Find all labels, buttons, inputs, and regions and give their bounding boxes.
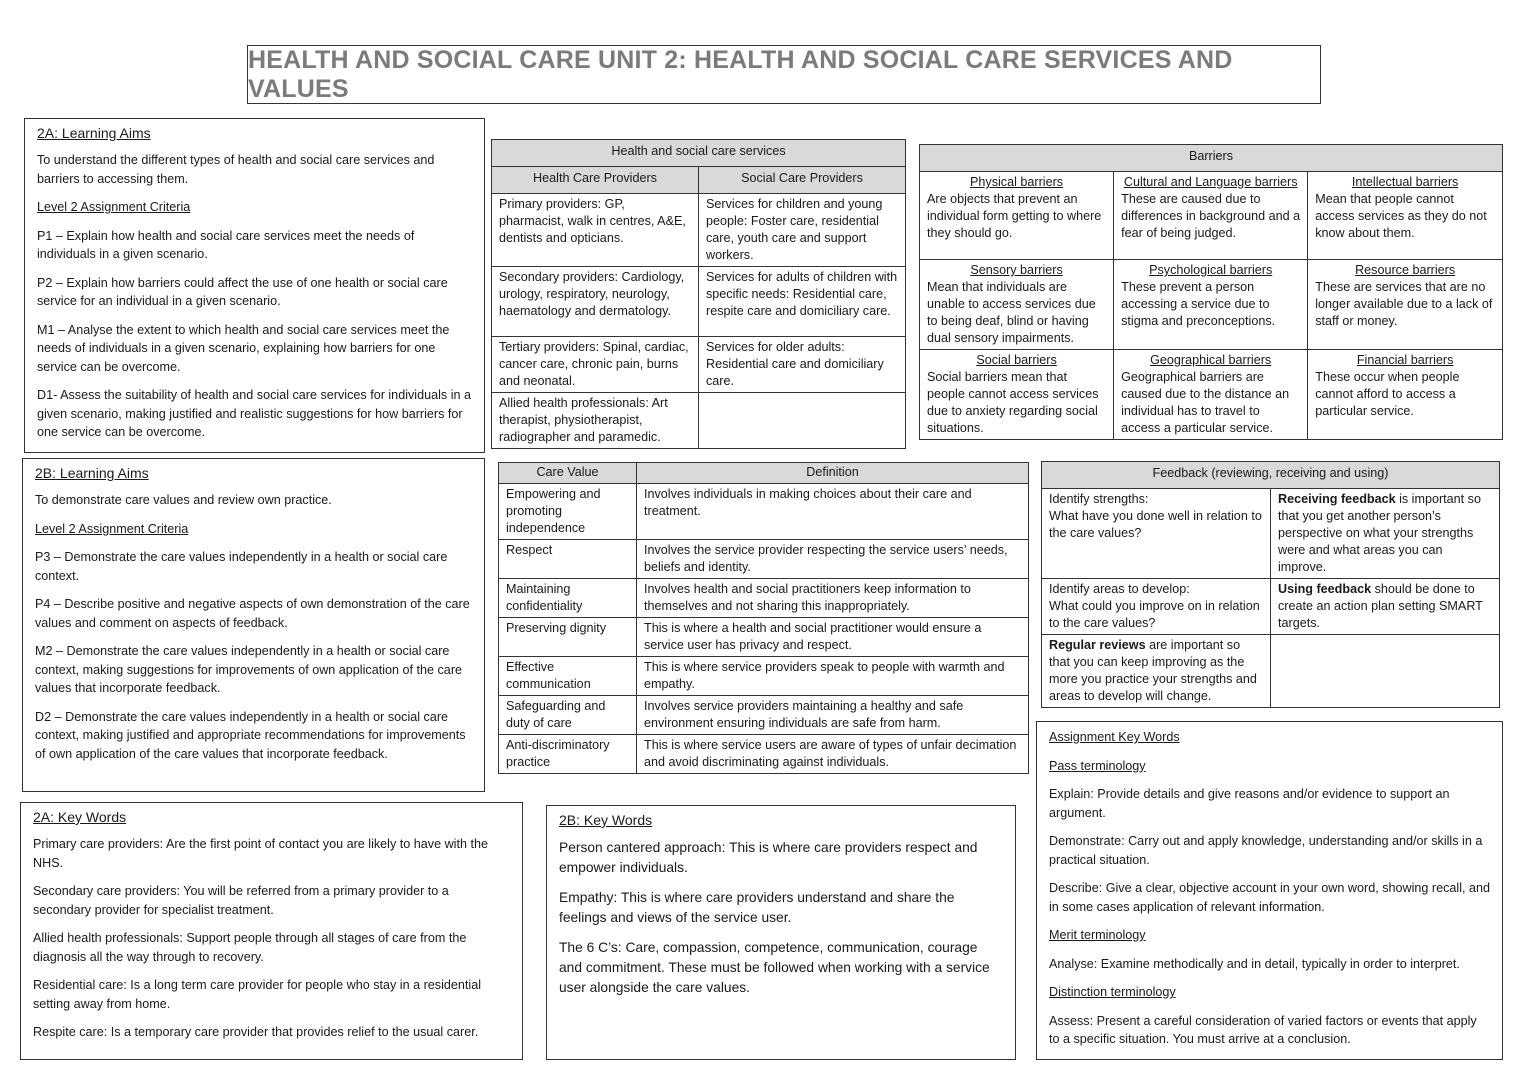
health-provider-cell: Allied health professionals: Art therapist, physiotherapist, radiographer and paramedic. [492, 393, 699, 449]
barrier-cell [1114, 260, 1308, 350]
barrier-title: Geographical barriers [1150, 353, 1272, 367]
care-value-cell: Preserving dignity [499, 618, 637, 657]
learning-aims-2b-heading: 2B: Learning Aims [35, 465, 149, 481]
services-subheader-row [492, 167, 906, 194]
table-row [1042, 489, 1500, 579]
barrier-text: Mean that individuals are unable to access services due to being deaf, blind or having dual sensory impairments. [927, 280, 1096, 345]
feedback-heading: Feedback (reviewing, receiving and using) [1042, 462, 1500, 489]
care-value-cell: Anti-discriminatory practice [499, 735, 637, 774]
barrier-title: Psychological barriers [1149, 263, 1273, 277]
barrier-cell [920, 172, 1114, 260]
learning-aims-2b-panel [22, 458, 485, 792]
barrier-title: Social barriers [976, 353, 1057, 367]
table-row [499, 484, 1029, 540]
receiving-feedback-text: is important so that you get another person’s perspective on what your strengths were and what areas you can improve. [1278, 492, 1481, 574]
table-row [499, 657, 1029, 696]
barrier-text: Are objects that prevent an individual form getting to where they should go. [927, 192, 1102, 240]
key-words-2b-heading: 2B: Key Words [559, 812, 653, 828]
learning-aims-2a-intro: To understand the different types of health and social care services and barriers to accessing them. [37, 153, 435, 186]
social-provider-cell: Services for children and young people: Foster care, residential care, youth care and support workers. [699, 194, 906, 267]
feedback-cell [1042, 489, 1271, 579]
definition-cell: This is where service users are aware of types of unfair decimation and avoid discriminating against individuals. [637, 735, 1029, 774]
criterion-d1: D1- Assess the suitability of health and social care services for individuals in a given scenario, making justified and realistic suggestions for how barriers for one service can be overcome. [37, 388, 471, 439]
merit-term-item: Analyse: Examine methodically and in detail, typically in order to interpret. [1049, 956, 1460, 971]
regular-reviews-term: Regular reviews [1049, 638, 1146, 652]
table-row [499, 696, 1029, 735]
table-row [492, 267, 906, 337]
criterion-p3: P3 – Demonstrate the care values independently in a health or social care context. [35, 550, 448, 583]
identify-areas-question: What could you improve on in relation to the care values? [1049, 599, 1260, 630]
barriers-table-wrap [919, 144, 1503, 440]
barrier-text: Social barriers mean that people cannot access services due to anxiety regarding social situations. [927, 370, 1099, 435]
care-value-header: Care Value [499, 463, 637, 484]
definition-cell: Involves service providers maintaining a healthy and safe environment ensuring individuals are safe from harm. [637, 696, 1029, 735]
care-value-cell: Safeguarding and duty of care [499, 696, 637, 735]
page-title: HEALTH AND SOCIAL CARE UNIT 2: HEALTH AND SOCIAL CARE SERVICES AND VALUES [248, 45, 1233, 103]
assignment-key-words-panel [1036, 721, 1503, 1060]
barrier-cell [1308, 172, 1503, 260]
care-value-cell: Respect [499, 540, 637, 579]
care-value-cell: Effective communication [499, 657, 637, 696]
feedback-cell [1271, 579, 1500, 635]
table-row [492, 393, 906, 449]
table-row [499, 579, 1029, 618]
pass-term-item: Explain: Provide details and give reasons and/or evidence to support an argument. [1049, 787, 1450, 820]
using-feedback-text: should be done to create an action plan setting SMART targets. [1278, 582, 1483, 630]
health-provider-cell: Secondary providers: Cardiology, urology, respiratory, neurology, haematology and dermatology. [492, 267, 699, 337]
identify-strengths-question: What have you done well in relation to the care values? [1049, 509, 1262, 540]
care-values-table [498, 462, 1029, 774]
barriers-table [919, 144, 1503, 440]
distinction-terminology-heading: Distinction terminology [1049, 985, 1176, 999]
learning-aims-2a-heading: 2A: Learning Aims [37, 125, 151, 141]
table-row [492, 194, 906, 267]
care-value-cell: Maintaining confidentiality [499, 579, 637, 618]
definition-cell: Involves the service provider respecting the service users’ needs, beliefs and identity. [637, 540, 1029, 579]
distinction-term-item: Assess: Present a careful consideration of varied factors or events that apply to a specific situation. You must arrive at a conclusion. [1049, 1013, 1477, 1046]
feedback-cell [1042, 635, 1271, 708]
definition-cell: This is where a health and social practitioner would ensure a service user has privacy and respect. [637, 618, 1029, 657]
services-heading: Health and social care services [492, 140, 906, 167]
table-row [499, 618, 1029, 657]
criterion-d2: D2 – Demonstrate the care values independently in a health or social care context, making justified and appropriate recommendations for improvements of own application of the care values that incorporate feedback. [35, 709, 466, 761]
criterion-p2: P2 – Explain how barriers could affect the use of one health or social care service for an individual in a given scenario. [37, 275, 448, 308]
services-table-wrap [491, 139, 906, 449]
definition-cell: Involves individuals in making choices about their care and treatment. [637, 484, 1029, 540]
barrier-cell [920, 350, 1114, 440]
pass-term-item: Describe: Give a clear, objective account in your own word, showing recall, and in some cases application of relevant information. [1049, 881, 1491, 914]
key-word-item: Secondary care providers: You will be referred from a primary provider to a secondary provider for specialist treatment. [33, 884, 449, 917]
barrier-cell [1114, 350, 1308, 440]
services-table [491, 139, 906, 449]
key-words-2a-panel [20, 802, 523, 1060]
criterion-m1: M1 – Analyse the extent to which health and social care services meet the needs of individuals in a given scenario, explaining how barriers for one service can be overcome. [37, 322, 450, 374]
barriers-heading: Barriers [920, 145, 1503, 172]
table-row [1042, 635, 1500, 708]
identify-strengths-label: Identify strengths: [1049, 492, 1149, 506]
title-box [247, 45, 1321, 104]
care-value-cell: Empowering and promoting independence [499, 484, 637, 540]
barrier-text: Geographical barriers are caused due to the distance an individual has to travel to access a particular service. [1121, 370, 1290, 435]
definition-cell: Involves health and social practitioners keep information to themselves and not sharing this inappropriately. [637, 579, 1029, 618]
table-row [492, 337, 906, 393]
care-values-table-wrap [498, 462, 1029, 774]
criterion-p4: P4 – Describe positive and negative aspects of own demonstration of the care values and comment on aspects of feedback. [35, 597, 470, 630]
social-provider-cell: Services for adults of children with specific needs: Residential care, respite care and domiciliary care. [699, 267, 906, 337]
regular-reviews-text: are important so that you can keep improving as the more you practice your strengths and areas to develop will change. [1049, 638, 1257, 703]
barrier-cell [1308, 350, 1503, 440]
services-header-row [492, 140, 906, 167]
using-feedback-term: Using feedback [1278, 582, 1372, 596]
barrier-text: These are services that are no longer available due to a lack of staff or money. [1315, 280, 1493, 328]
table-row [1042, 579, 1500, 635]
receiving-feedback-term: Receiving feedback [1278, 492, 1396, 506]
pass-terminology-heading: Pass terminology [1049, 758, 1146, 773]
health-provider-cell: Primary providers: GP, pharmacist, walk in centres, A&E, dentists and opticians. [492, 194, 699, 267]
key-word-item: Allied health professionals: Support people through all stages of care from the diagnosis all the way through to recovery. [33, 931, 467, 964]
barrier-title: Financial barriers [1356, 353, 1454, 367]
barrier-title: Resource barriers [1355, 263, 1456, 277]
table-row [499, 735, 1029, 774]
identify-areas-label: Identify areas to develop: [1049, 582, 1190, 596]
social-care-providers-header: Social Care Providers [699, 167, 906, 194]
health-provider-cell: Tertiary providers: Spinal, cardiac, cancer care, chronic pain, burns and neonatal. [492, 337, 699, 393]
feedback-table [1041, 461, 1500, 708]
key-word-item: The 6 C’s: Care, compassion, competence, communication, courage and commitment. These must be followed when working with a service user alongside the care values. [559, 940, 990, 995]
criterion-m2: M2 – Demonstrate the care values independently in a health or social care context, making suggestions for improvements of own application of the care values that incorporate feedback. [35, 644, 463, 695]
key-word-item: Residential care: Is a long term care provider for people who stay in a residential setting away from home. [33, 978, 482, 1011]
barrier-cell [1308, 260, 1503, 350]
table-row [920, 260, 1503, 350]
barrier-text: Mean that people cannot access services as they do not know about them. [1315, 192, 1487, 240]
barrier-text: These are caused due to differences in background and a fear of being judged. [1121, 192, 1301, 240]
barrier-text: These occur when people cannot afford to access a particular service. [1315, 370, 1460, 418]
feedback-cell [1271, 489, 1500, 579]
table-row [920, 350, 1503, 440]
feedback-empty-cell [1271, 635, 1500, 708]
barrier-title: Intellectual barriers [1351, 175, 1459, 189]
merit-terminology-heading: Merit terminology [1049, 928, 1146, 942]
table-row [499, 540, 1029, 579]
key-words-2a-heading: 2A: Key Words [33, 809, 127, 825]
barrier-text: These prevent a person accessing a service due to stigma and preconceptions. [1121, 280, 1276, 328]
learning-aims-2b-intro: To demonstrate care values and review own practice. [35, 493, 332, 507]
care-values-header-row [499, 463, 1029, 484]
barrier-title: Physical barriers [970, 175, 1064, 189]
feedback-cell [1042, 579, 1271, 635]
barriers-header-row [920, 145, 1503, 172]
feedback-header-row [1042, 462, 1500, 489]
table-row [920, 172, 1503, 260]
pass-term-item: Demonstrate: Carry out and apply knowledge, understanding and/or skills in a practical situation. [1049, 834, 1483, 867]
social-provider-cell [699, 393, 906, 449]
definition-cell: This is where service providers speak to people with warmth and empathy. [637, 657, 1029, 696]
criteria-2a-heading: Level 2 Assignment Criteria [37, 200, 191, 214]
key-word-item: Empathy: This is where care providers understand and share the feelings and views of the service user. [559, 890, 955, 925]
criteria-2b-heading: Level 2 Assignment Criteria [35, 521, 189, 536]
assignment-key-words-heading: Assignment Key Words [1049, 730, 1180, 744]
definition-header: Definition [637, 463, 1029, 484]
key-word-item: Person cantered approach: This is where care providers respect and empower individuals. [559, 840, 978, 875]
key-word-item: Primary care providers: Are the first point of contact you are likely to have with the NHS. [33, 837, 488, 870]
key-word-item: Respite care: Is a temporary care provider that provides relief to the usual carer. [33, 1025, 479, 1039]
learning-aims-2a-panel [24, 118, 485, 453]
barrier-cell [1114, 172, 1308, 260]
key-words-2b-panel [546, 805, 1016, 1060]
barrier-cell [920, 260, 1114, 350]
criterion-p1: P1 – Explain how health and social care services meet the needs of individuals in a given scenario. [37, 228, 415, 261]
feedback-table-wrap [1041, 461, 1500, 708]
barrier-title: Cultural and Language barriers [1123, 175, 1298, 189]
barrier-title: Sensory barriers [970, 263, 1063, 277]
health-care-providers-header: Health Care Providers [492, 167, 699, 194]
social-provider-cell: Services for older adults: Residential care and domiciliary care. [699, 337, 906, 393]
